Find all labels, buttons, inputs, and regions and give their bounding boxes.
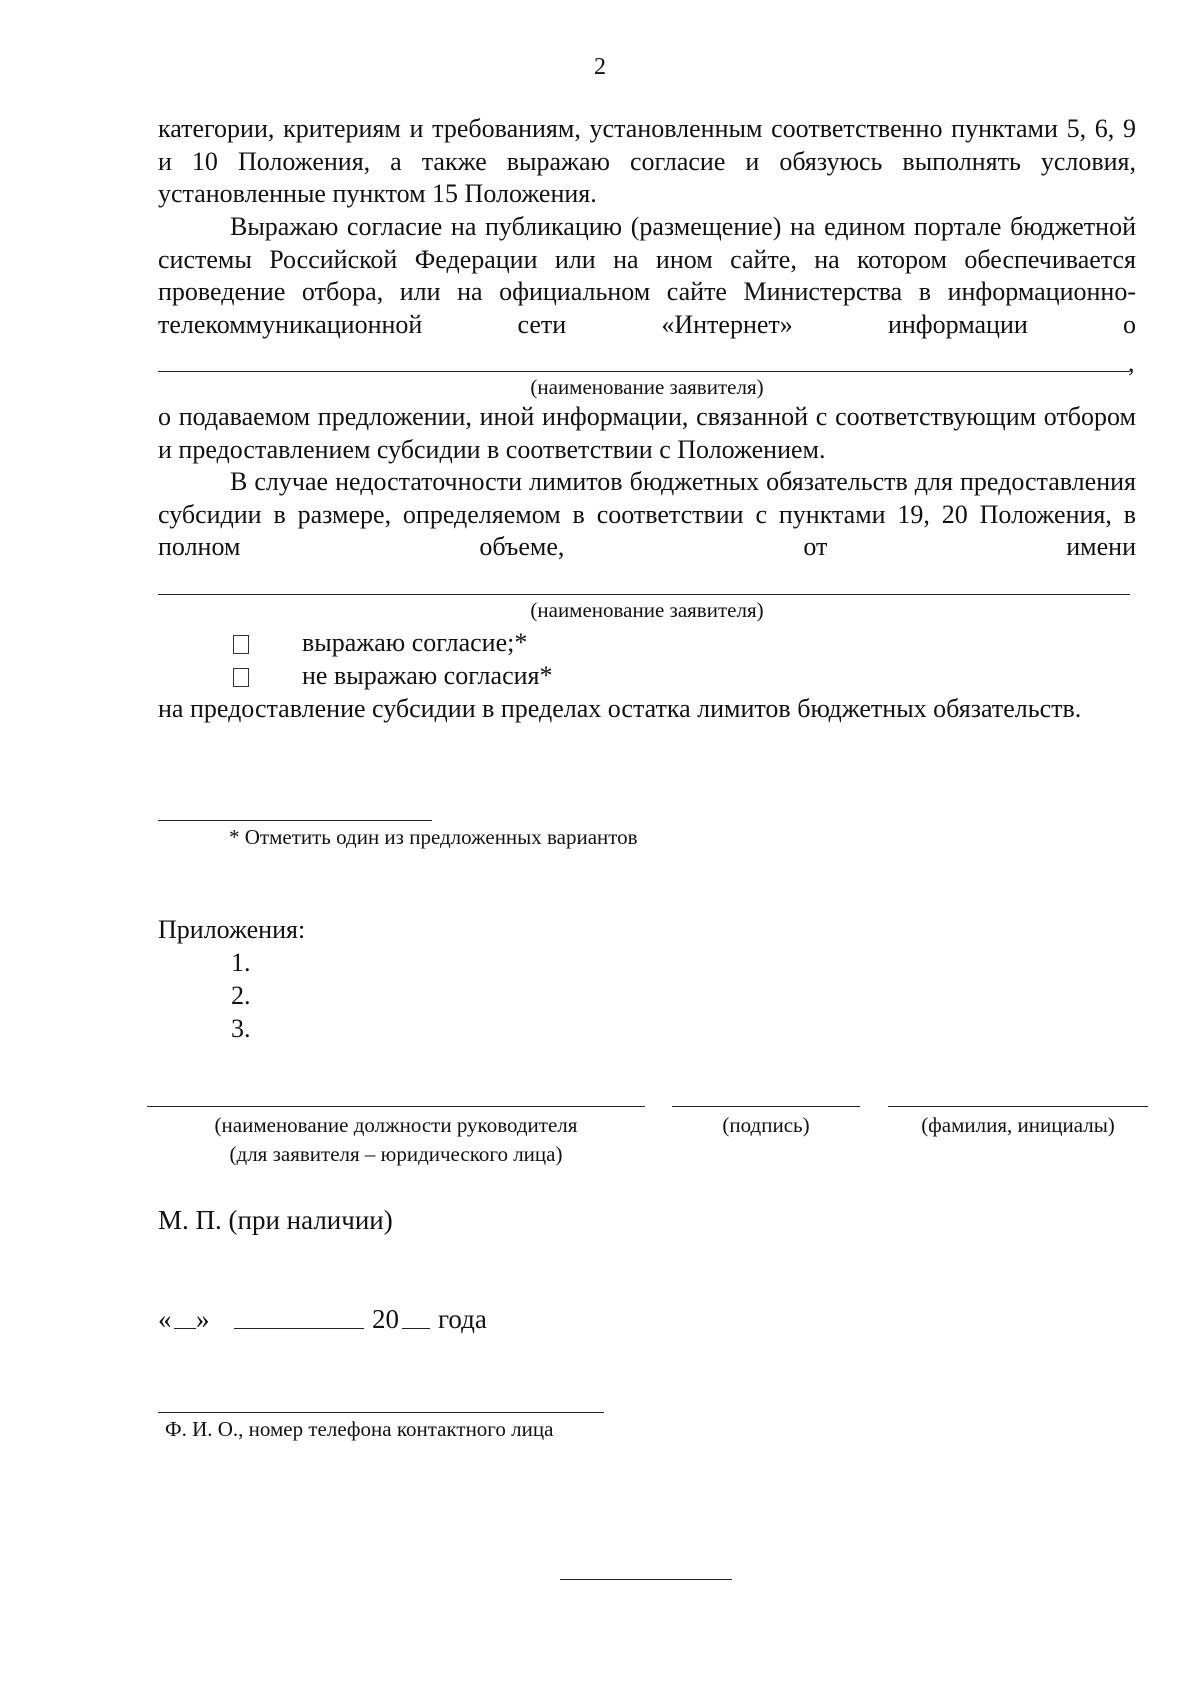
contact-caption: Ф. И. О., номер телефона контактного лица	[165, 1417, 554, 1441]
attachments-heading: Приложения:	[158, 915, 306, 944]
page-number: 2	[594, 54, 606, 80]
footnote-text: * Отметить один из предложенных вариантов	[229, 825, 638, 849]
date-day-blank[interactable]	[174, 1328, 196, 1329]
date-year-suffix: года	[438, 1304, 487, 1334]
applicant-caption-2: (наименование заявителя)	[530, 598, 764, 622]
date-field	[158, 1302, 558, 1338]
position-line	[147, 1106, 645, 1107]
applicant-name-line-2	[158, 594, 1130, 595]
no-consent-checkbox[interactable]	[233, 668, 249, 687]
blank-trailing-comma: ,	[1128, 348, 1135, 377]
paragraph-publication: Выражаю согласие на публикацию (размещение) на едином портале бюджетной системы Российской Федерации или на ином сайте, на котором обеспечивается проведение отбора, или на официальном сайте Министерства в информационно-телекоммуникационной сети «Интернет» информации о	[158, 212, 1136, 339]
no-consent-option-label: не выражаю согласия*	[302, 661, 553, 690]
contact-line	[158, 1412, 604, 1413]
paragraph-intro: категории, критериям и требованиям, установленным соответственно пунктами 5, 6, 9 и 10 Положения, а также выражаю согласие и обязуюсь выполнять условия, установленные пунктом 15 Положения.	[158, 114, 1136, 208]
paragraph-insufficiency: В случае недостаточности лимитов бюджетных обязательств для предоставления субсидии в размере, определяемом в соответствии с пунктами 19, 20 Положения, в полном объеме, от имени	[158, 467, 1136, 561]
signature-line	[672, 1106, 860, 1107]
position-caption-continued: (для заявителя – юридического лица)	[229, 1142, 563, 1166]
footnote-separator	[158, 820, 432, 821]
attachment-item-3: 3.	[231, 1014, 251, 1043]
applicant-caption-1: (наименование заявителя)	[530, 375, 764, 399]
consent-option-label: выражаю согласие;*	[302, 628, 528, 657]
signature-caption: (подпись)	[722, 1113, 810, 1137]
consent-checkbox[interactable]	[233, 635, 249, 654]
date-year-blank[interactable]	[402, 1328, 430, 1329]
closing-rule	[560, 1579, 732, 1580]
date-open-quote: «	[158, 1304, 172, 1334]
stamp-place: М. П. (при наличии)	[158, 1205, 393, 1235]
position-caption: (наименование должности руководителя	[214, 1113, 578, 1137]
attachment-item-2: 2.	[231, 981, 251, 1010]
date-close-quote: »	[196, 1304, 210, 1334]
name-caption: (фамилия, инициалы)	[921, 1113, 1115, 1137]
paragraph-limits: на предоставление субсидии в пределах остатка лимитов бюджетных обязательств.	[158, 694, 1082, 723]
date-year-prefix: 20	[372, 1304, 399, 1334]
date-month-blank[interactable]	[234, 1328, 364, 1329]
paragraph-proposal: о подаваемом предложении, иной информации, связанной с соответствующим отбором и предоставлением субсидии в соответствии с Положением.	[158, 402, 1136, 464]
attachment-item-1: 1.	[231, 948, 251, 977]
name-line	[888, 1106, 1148, 1107]
applicant-name-line-1	[158, 371, 1130, 372]
